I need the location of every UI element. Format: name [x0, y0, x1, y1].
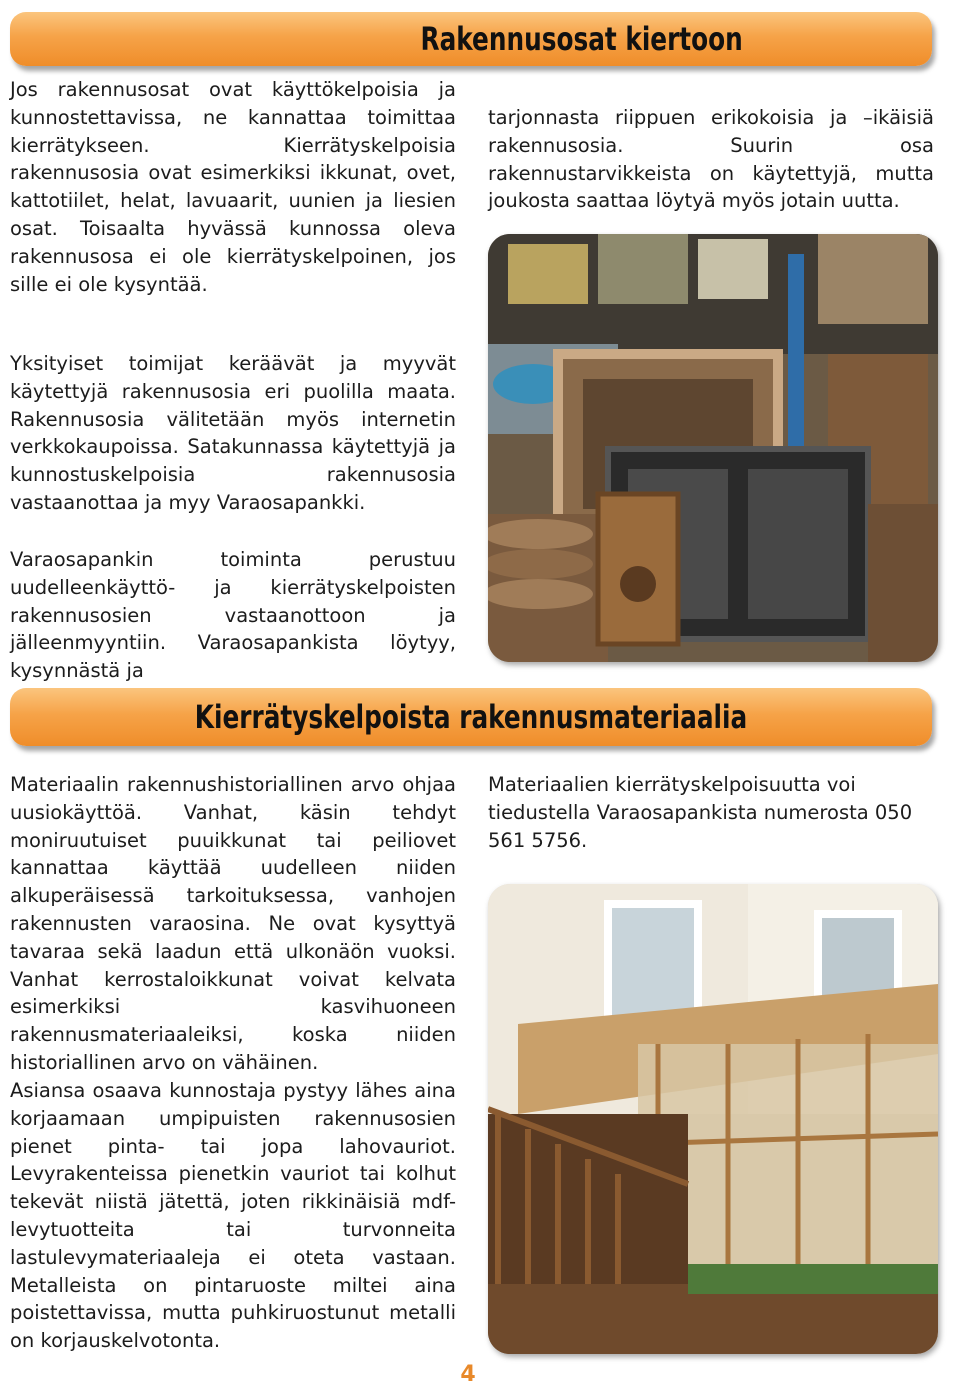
section-1-banner [10, 12, 932, 66]
section-2-title: Kierrätyskelpoista rakennusmateriaalia [194, 698, 748, 736]
section-1-paragraph-2: Yksityiset toimijat keräävät ja myyvät käytettyjä rakennusosia eri puolilla maata. Rakennusosia välitetään myös internetin verkkokaupoissa. Satakunnassa käytettyjä ja kunnostuskelpoisia rakennusosia vastaanottaa ja myy Varaosapankki. [10, 352, 456, 514]
section-2-banner [10, 688, 932, 746]
section-1-paragraph-4: tarjonnasta riippuen erikokoisia ja –ikäisiä rakennusosia. Suurin osa rakennustarvikkeista on käytettyjä, mutta joukosta saattaa löytyä myös jotain uutta. [488, 106, 934, 213]
used-building-parts-photo [488, 234, 938, 662]
section-2-paragraph-1: Materiaalin rakennushistoriallinen arvo ohjaa uusiokäyttöä. Vanhat, käsin tehdyt moniruutuiset puuikkunat tai peiliovet kannattaa käyttää uudelleen niiden alkuperäisessä tarkoituksessa, vanhojen rakennusten varaosina. Ne ovat kysyttyä tavaraa sekä laadun että ulkonäön vuoksi. Vanhat kerrostaloikkunat voivat kelvata esimerkiksi kasvihuoneen rakennusmateriaaleiksi, koska niiden historiallinen arvo on vähäinen. [10, 773, 456, 1074]
section-1-title: Rakennusosat kiertoon [420, 20, 743, 58]
section-2-paragraph-3: Materiaalien kierrätyskelpoisuutta voi tiedustella Varaosapankista numerosta 050 561 5756. [488, 773, 913, 852]
page-number: 4 [460, 1362, 476, 1387]
section-2-paragraph-2: Asiansa osaava kunnostaja pystyy lähes aina korjaamaan umpipuisten rakennusosien pienet pinta- tai jopa lahovauriot. Levyrakenteissa pienetkin vauriot tai kolhut tekevät niistä jätettä, joten rikkinäisiä mdf-levytuotteita tai turvonneita lastulevymateriaaleja ei oteta vastaan. Metalleista on pintaruoste miltei aina poistettavissa, mutta puhkiruostunut metalli on korjauskelvotonta. [10, 1079, 456, 1353]
window-greenhouse-photo [488, 884, 938, 1354]
section-1-paragraph-3: Varaosapankin toiminta perustuu uudelleenkäyttö- ja kierrätyskelpoisten rakennusosien vastaanottoon ja jälleenmyyntiin. Varaosapankista löytyy, kysynnästä ja [10, 548, 456, 683]
section-1-paragraph-1: Jos rakennusosat ovat käyttökelpoisia ja kunnostettavissa, ne kannattaa toimittaa kierrätykseen. Kierrätyskelpoisia rakennusosia ovat esimerkiksi ikkunat, ovet, kattotiilet, helat, lavuaarit, uunien ja liesien osat. Toisaalta hyvässä kunnossa oleva rakennusosa ei ole kierrätyskelpoinen, jos sille ei ole kysyntää. [10, 78, 456, 296]
